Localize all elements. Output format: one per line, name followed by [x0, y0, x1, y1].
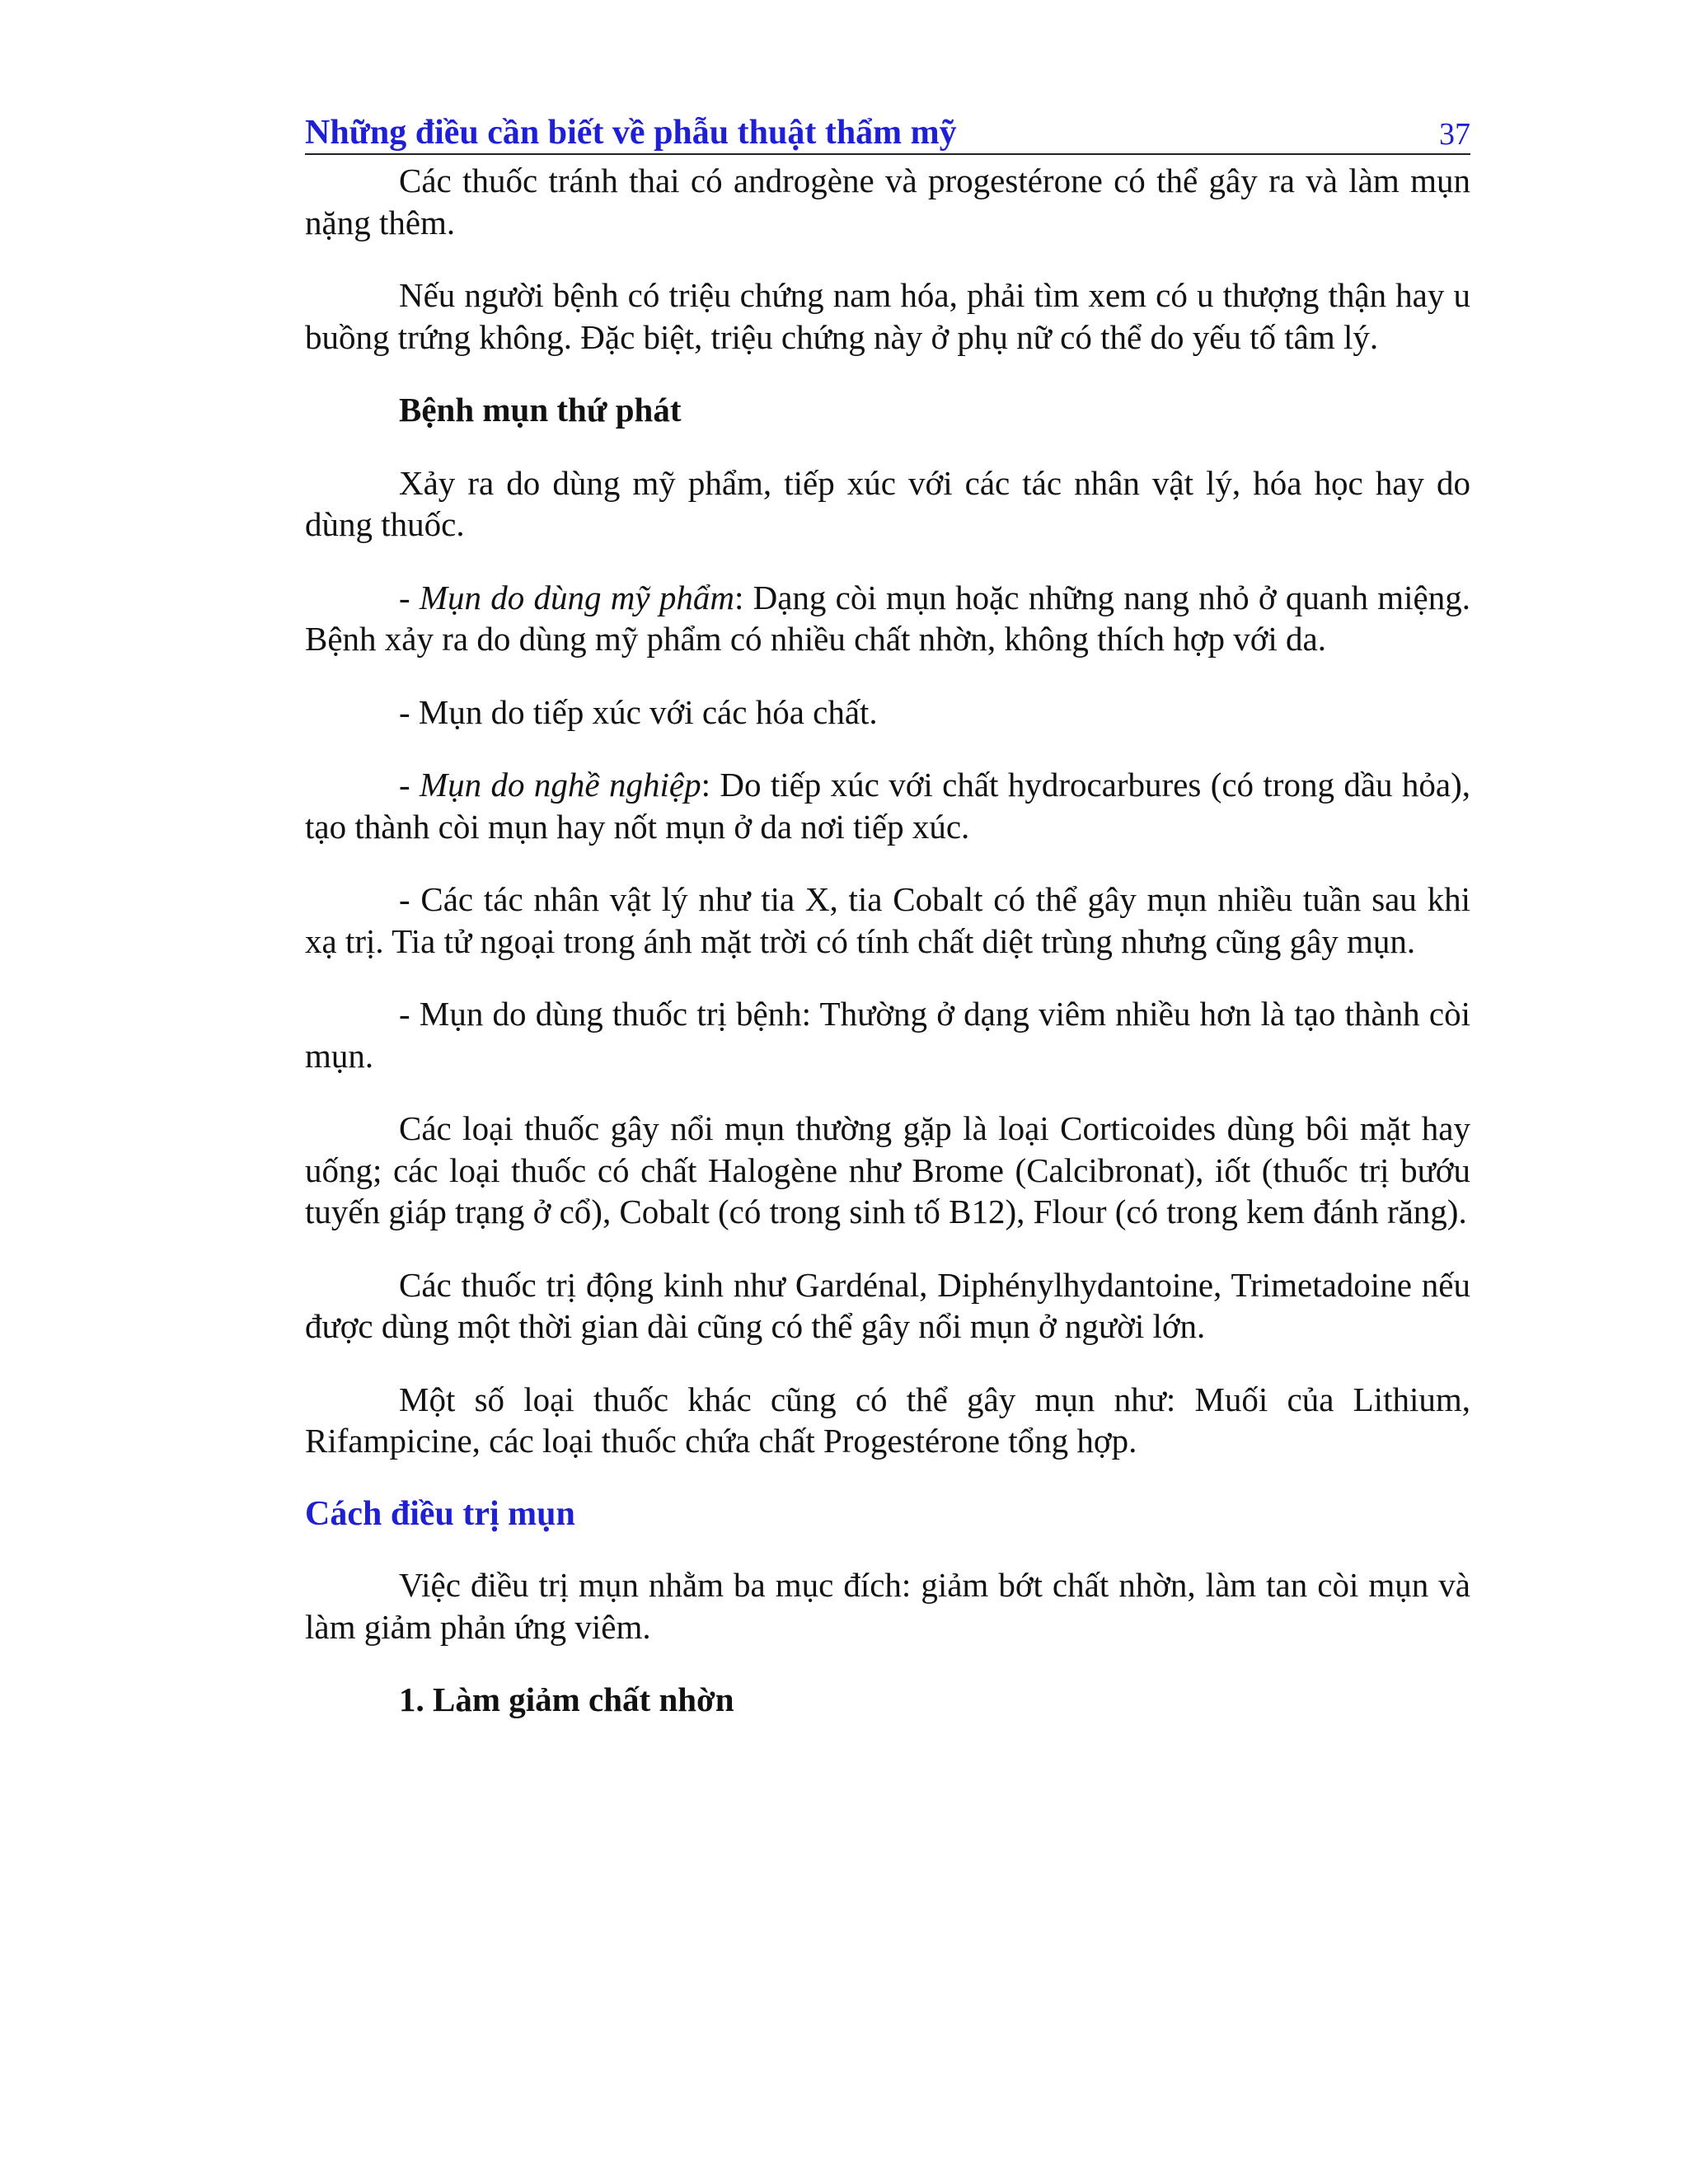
paragraph-physical-agents: - Các tác nhân vật lý như tia X, tia Cobalt có thể gây mụn nhiều tuần sau khi xạ trị. Tia tử ngoại trong ánh mặt trời có tính chất diệt trùng nhưng cũng gây mụn. — [305, 880, 1470, 960]
paragraph-drug-acne: - Mụn do dùng thuốc trị bệnh: Thường ở dạng viêm nhiều hơn là tạo thành còi mụn. — [305, 995, 1470, 1075]
bullet-dash: - — [399, 578, 420, 616]
paragraph-other-drugs: Một số loại thuốc khác cũng có thể gây mụn như: Muối của Lithium, Rifampicine, các loại thuốc chứa chất Progestérone tổng hợp. — [305, 1380, 1470, 1460]
paragraph-occupational-acne — [305, 764, 1470, 847]
term-occupational-acne: Mụn do nghề nghiệp — [420, 766, 701, 804]
term-cosmetic-acne: Mụn do dùng mỹ phẩm — [419, 578, 734, 616]
page-number: 37 — [1439, 117, 1470, 152]
subheading-secondary-acne: Bệnh mụn thứ phát — [399, 391, 682, 429]
paragraph-virilization: Nếu người bệnh có triệu chứng nam hóa, phải tìm xem có u thượng thận hay u buồng trứng không. Đặc biệt, triệu chứng này ở phụ nữ có thể do yếu tố tâm lý. — [305, 276, 1470, 356]
paragraph-antiepileptics: Các thuốc trị động kinh như Gardénal, Diphénylhydantoine, Trimetadoine nếu được dùng một thời gian dài cũng có thể gây nổi mụn ở người lớn. — [305, 1265, 1470, 1345]
subheading-reduce-sebum: 1. Làm giảm chất nhờn — [399, 1680, 734, 1718]
bullet-dash: - — [399, 766, 420, 804]
running-header — [305, 107, 1470, 155]
paragraph-secondary-causes: Xảy ra do dùng mỹ phẩm, tiếp xúc với các tác nhân vật lý, hóa học hay do dùng thuốc. — [305, 463, 1470, 543]
paragraph-common-drugs: Các loại thuốc gây nổi mụn thường gặp là loại Corticoides dùng bôi mặt hay uống; các loại thuốc có chất Halogène như Brome (Calcibronat), iốt (thuốc trị bướu tuyến giáp trạng ở cổ), Cobalt (có trong sinh tố B12), Flour (có trong kem đánh răng). — [305, 1109, 1470, 1230]
section-heading-treatment: Cách điều trị mụn — [305, 1494, 575, 1533]
paragraph-contraceptives: Các thuốc tránh thai có androgène và progestérone có thể gây ra và làm mụn nặng thêm. — [305, 162, 1470, 241]
running-title: Những điều cần biết về phẫu thuật thẩm mỹ — [305, 114, 957, 152]
paragraph-cosmetic-acne — [305, 577, 1470, 660]
paragraph-chemical-acne: - Mụn do tiếp xúc với các hóa chất. — [399, 692, 878, 731]
cosmetic-acne-text: : Dạng còi mụn hoặc những nang nhỏ ở quanh miệng. Bệnh xảy ra do dùng mỹ phẩm có nhiều chất nhờn, không thích hợp với da. — [305, 578, 1470, 658]
occupational-acne-text: : Do tiếp xúc với chất hydrocarbures (có trong dầu hỏa), tạo thành còi mụn hay nốt mụn ở da nơi tiếp xúc. — [305, 766, 1470, 846]
page-body — [305, 160, 1470, 1721]
book-page — [305, 107, 1470, 1752]
paragraph-treatment-goals: Việc điều trị mụn nhằm ba mục đích: giảm bớt chất nhờn, làm tan còi mụn và làm giảm phản ứng viêm. — [305, 1566, 1470, 1646]
